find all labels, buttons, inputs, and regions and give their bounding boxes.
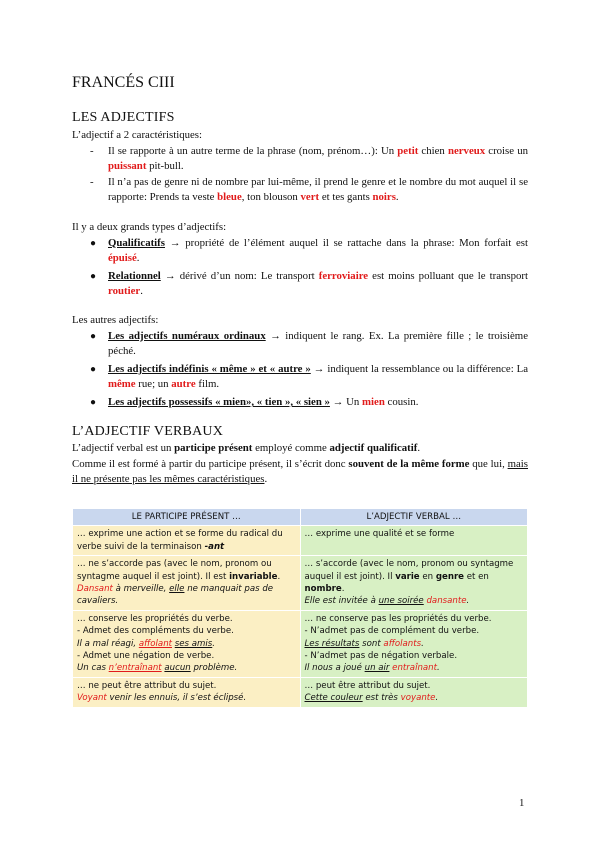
intro-text: L’adjectif a 2 caractéristiques: bbox=[72, 129, 202, 141]
list-item: ● Qualificatifs → propriété de l’élément auquel il se rattache dans la phrase: Mon forfait est épuisé. bbox=[90, 236, 528, 265]
page-title: FRANCÉS CIII bbox=[72, 74, 175, 91]
others-block bbox=[72, 313, 528, 413]
section-adjectif-verbal bbox=[72, 424, 528, 488]
bullet-icon: ● bbox=[90, 330, 97, 342]
table-cell: … ne s’accorde pas (avec le nom, pronom ou syntagme auquel il est joint). Il est invariable. Dansant à merveille, elle ne manquait pas de cavaliers. bbox=[73, 556, 301, 611]
table-row bbox=[73, 526, 528, 556]
table-cell: … ne peut être attribut du sujet. Voyant venir les ennuis, il s’est éclipsé. bbox=[73, 677, 301, 707]
table-cell: … exprime une qualité et se forme bbox=[300, 526, 528, 556]
column-header: LE PARTICIPE PRÉSENT … bbox=[73, 509, 301, 526]
comparison-table bbox=[72, 508, 528, 708]
characteristics-list bbox=[72, 144, 528, 206]
list-item: - Il n’a pas de genre ni de nombre par lui-même, il prend le genre et le nombre du mot auquel il se rapporte: Prends ta veste bleue, ton blouson vert et tes gants noirs. bbox=[72, 175, 528, 206]
table-row bbox=[73, 610, 528, 677]
bullet-icon: ● bbox=[90, 270, 97, 282]
types-intro: Il y a deux grands types d’adjectifs: bbox=[72, 221, 227, 233]
column-header: L’ADJECTIF VERBAL … bbox=[300, 509, 528, 526]
table-cell: … s’accorde (avec le nom, pronom ou syntagme auquel il est joint). Il varie en genre et en nombre. Elle est invitée à une soirée dansante. bbox=[300, 556, 528, 611]
section-heading: L’ADJECTIF VERBAUX bbox=[72, 424, 224, 439]
paragraph: Comme il est formé à partir du participe présent, il s’écrit donc souvent de la même forme que lui, mais il ne présente pas les mêmes caractéristiques. bbox=[72, 457, 528, 486]
paragraph: L’adjectif verbal est un participe présent employé comme adjectif qualificatif. bbox=[72, 442, 421, 454]
section-heading: LES ADJECTIFS bbox=[72, 110, 175, 125]
others-list bbox=[72, 329, 528, 411]
list-item: - Il se rapporte à un autre terme de la phrase (nom, prénom…): Un petit chien nerveux croise un puissant pit-bull. bbox=[72, 144, 528, 175]
table-cell: … ne conserve pas les propriétés du verbe. - N’admet pas de complément du verbe. Les résultats sont affolants. - N’admet pas de négation verbale. Il nous a joué un air entraînant. bbox=[300, 610, 528, 677]
table-cell: … peut être attribut du sujet. Cette couleur est très voyante. bbox=[300, 677, 528, 707]
table-row bbox=[73, 556, 528, 611]
list-item: ● Les adjectifs indéfinis « même » et « autre » → indiquent la ressemblance ou la différence: La même rue; un autre film. bbox=[90, 362, 529, 391]
section-adjectifs bbox=[72, 110, 528, 206]
page-number: 1 bbox=[519, 797, 525, 809]
table-row bbox=[73, 677, 528, 707]
bullet-icon: ● bbox=[90, 363, 97, 375]
bullet-icon: ● bbox=[90, 396, 97, 408]
list-item: ● Relationnel → dérivé d’un nom: Le transport ferroviaire est moins polluant que le transport routier. bbox=[90, 269, 528, 298]
table-cell: … exprime une action et se forme du radical du verbe suivi de la terminaison -ant bbox=[73, 526, 301, 556]
others-intro: Les autres adjectifs: bbox=[72, 314, 159, 326]
types-list bbox=[72, 236, 528, 300]
table-cell: … conserve les propriétés du verbe. - Admet des compléments du verbe. Il a mal réagi, affolant ses amis. - Admet une négation de verbe. Un cas n’entraînant aucun problème. bbox=[73, 610, 301, 677]
list-item: ● Les adjectifs numéraux ordinaux → indiquent le rang. Ex. La première fille ; le troisième péché. bbox=[90, 329, 528, 358]
bullet-icon: ● bbox=[90, 237, 97, 249]
list-item: ● Les adjectifs possessifs « mien», « tien », « sien » → Un mien cousin. bbox=[72, 395, 528, 411]
types-block bbox=[72, 220, 528, 302]
table-header-row bbox=[73, 509, 528, 526]
